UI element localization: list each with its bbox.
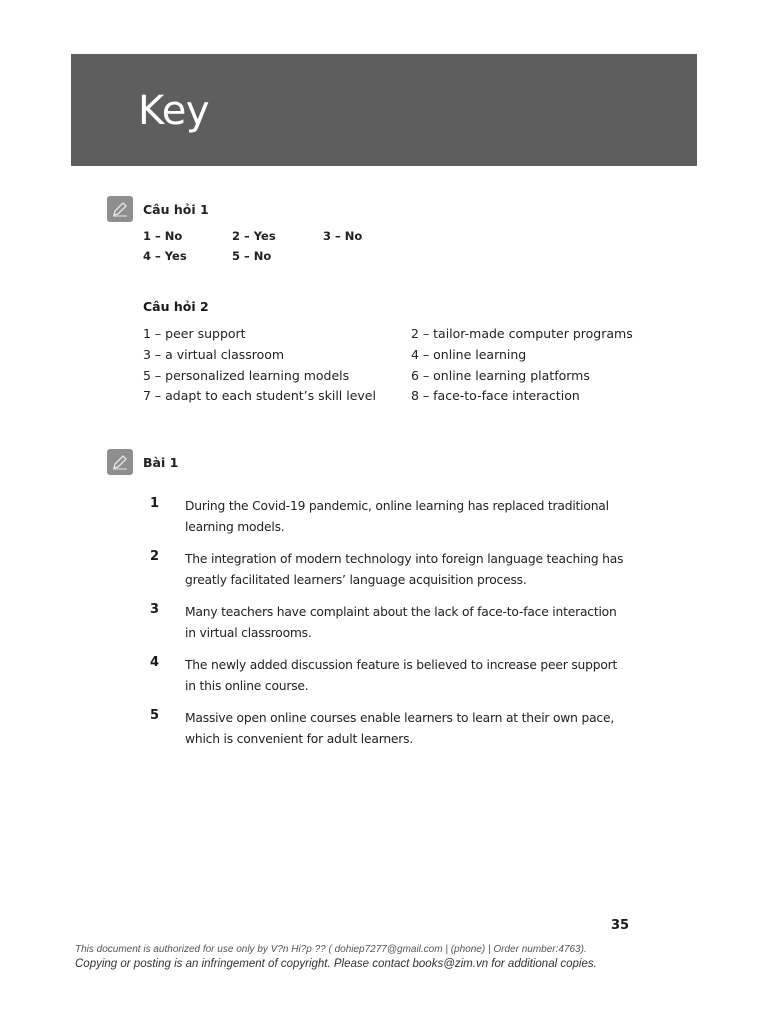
cau-hoi-2-answer: 1 – peer support: [143, 326, 246, 341]
item-number: 3: [150, 602, 160, 617]
footer-authorization-notice: This document is authorized for use only by V?n Hi?p ?? ( dohiep7277@gmail.com | (phone) | Order number:4763).: [75, 944, 587, 955]
item-text: During the Covid-19 pandemic, online learning has replaced traditional learning models.: [185, 499, 609, 534]
item-number: 1: [150, 496, 160, 511]
page-number: 35: [611, 918, 630, 933]
cau-hoi-1-answer: 4 – Yes: [143, 249, 187, 263]
cau-hoi-2-answer: 4 – online learning: [411, 347, 527, 362]
item-number: 2: [150, 549, 160, 564]
cau-hoi-2-answer: 2 – tailor-made computer programs: [411, 326, 633, 341]
cau-hoi-2-title: Câu hỏi 2: [143, 299, 209, 314]
item-text: The integration of modern technology into foreign language teaching has greatly facilitated learners’ language acquisition process.: [185, 552, 624, 587]
cau-hoi-2-answer: 3 – a virtual classroom: [143, 347, 285, 362]
cau-hoi-2-answer: 8 – face-to-face interaction: [411, 388, 580, 403]
item-text: The newly added discussion feature is believed to increase peer support in this online course.: [185, 658, 618, 693]
pencil-icon: [107, 196, 133, 222]
item-number: 4: [150, 655, 160, 670]
header-band: [71, 54, 697, 166]
cau-hoi-1-answer: 1 – No: [143, 229, 183, 243]
cau-hoi-2-answer: 5 – personalized learning models: [143, 368, 350, 383]
pencil-icon: [107, 449, 133, 475]
item-text: Many teachers have complaint about the lack of face-to-face interaction in virtual classrooms.: [185, 605, 617, 640]
item-number: 5: [150, 708, 160, 723]
cau-hoi-2-answer: 7 – adapt to each student’s skill level: [143, 388, 376, 403]
page-title: Key: [138, 88, 210, 134]
bai-1-title: Bài 1: [143, 455, 179, 470]
cau-hoi-1-answer: 5 – No: [232, 249, 272, 263]
cau-hoi-1-answer: 3 – No: [323, 229, 363, 243]
cau-hoi-1-title: Câu hỏi 1: [143, 202, 209, 217]
footer-copyright-notice: Copying or posting is an infringement of copyright. Please contact books@zim.vn for additional copies.: [75, 958, 597, 970]
cau-hoi-2-answer: 6 – online learning platforms: [411, 368, 590, 383]
item-text: Massive open online courses enable learners to learn at their own pace, which is convenient for adult learners.: [185, 711, 615, 746]
cau-hoi-1-answer: 2 – Yes: [232, 229, 276, 243]
